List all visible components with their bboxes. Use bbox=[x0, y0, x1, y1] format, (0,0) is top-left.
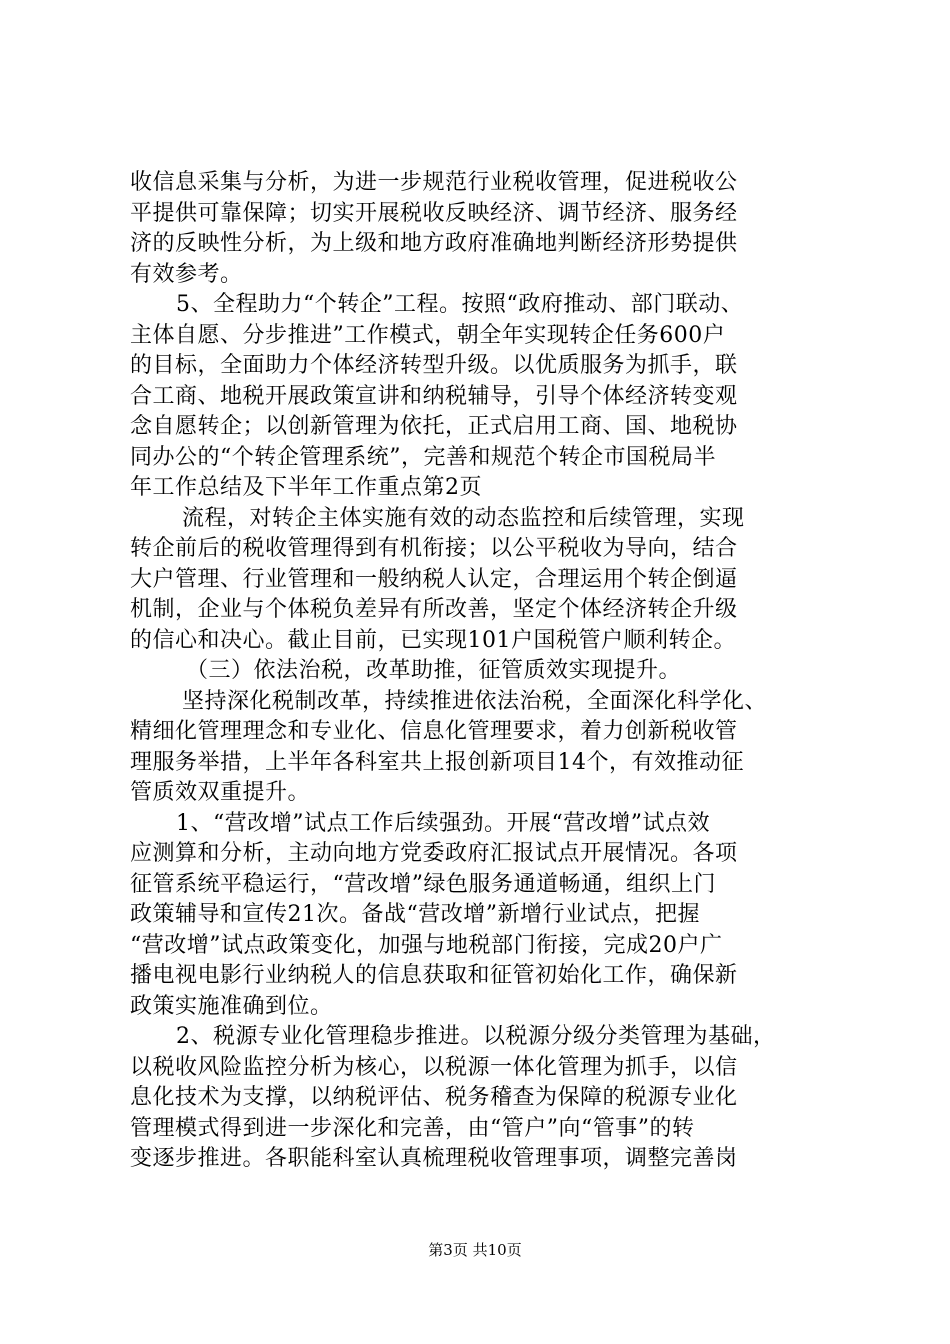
text-line: 机制，企业与个体税负差异有所改善，坚定个体经济转企升级 bbox=[130, 597, 738, 622]
text-line: 理服务举措，上半年各科室共上报创新项目14个，有效推动征 bbox=[130, 749, 744, 775]
text-line: 转企前后的税收管理得到有机衔接；以公平税收为导向，结合 bbox=[130, 536, 738, 561]
text-line: 精细化管理理念和专业化、信息化管理要求，着力创新税收管 bbox=[130, 719, 738, 744]
text-line: 主体自愿、分步推进”工作模式，朝全年实现转企任务600户 bbox=[130, 322, 726, 348]
text-line: 的目标，全面助力个体经济转型升级。以优质服务为抓手，联 bbox=[130, 353, 738, 378]
text-line: 息化技术为支撑，以纳税评估、税务稽查为保障的税源专业化 bbox=[130, 1085, 738, 1110]
text-line: 以税收风险监控分析为核心，以税源一体化管理为抓手，以信 bbox=[130, 1054, 738, 1080]
text-line: 平提供可靠保障；切实开展税收反映经济、调节经济、服务经 bbox=[130, 200, 738, 226]
text-line: 2、税源专业化管理稳步推进。以税源分级分类管理为基础， bbox=[176, 1024, 776, 1049]
text-line: 播电视电影行业纳税人的信息获取和征管初始化工作，确保新 bbox=[130, 963, 738, 988]
page-footer bbox=[0, 1240, 950, 1260]
text-line: 变逐步推进。各职能科室认真梳理税收管理事项，调整完善岗 bbox=[130, 1146, 738, 1171]
text-line: “营改增”试点政策变化，加强与地税部门衔接，完成20户广 bbox=[130, 932, 723, 958]
page-number-label: 第3页 共10页 bbox=[428, 1241, 522, 1259]
section-heading: （三）依法治税，改革助推，征管质效实现提升。 bbox=[186, 658, 682, 683]
text-line: 有效参考。 bbox=[130, 261, 243, 287]
text-line: 收信息采集与分析，为进一步规范行业税收管理，促进税收公 bbox=[130, 170, 738, 195]
text-line: 应测算和分析，主动向地方党委政府汇报试点开展情况。各项 bbox=[130, 841, 738, 866]
text-line: 5、全程助力“个转企”工程。按照“政府推动、部门联动、 bbox=[176, 292, 744, 317]
text-line: 政策实施准确到位。 bbox=[130, 993, 333, 1019]
text-line: 大户管理、行业管理和一般纳税人认定，合理运用个转企倒逼 bbox=[130, 566, 738, 592]
text-line: 管质效双重提升。 bbox=[130, 780, 311, 805]
text-line: 的信心和决心。截止目前，已实现101户国税管户顺利转企。 bbox=[130, 627, 736, 653]
text-line: 政策辅导和宣传21次。备战“营改增”新增行业试点，把握 bbox=[130, 902, 700, 927]
body-text bbox=[130, 168, 850, 1175]
text-line: 1、“营改增”试点工作后续强劲。开展“营改增”试点效 bbox=[176, 810, 710, 836]
text-line: 坚持深化税制改革，持续推进依法治税，全面深化科学化、 bbox=[182, 688, 768, 714]
text-line: 济的反映性分析，为上级和地方政府准确地判断经济形势提供 bbox=[130, 231, 738, 256]
text-line: 征管系统平稳运行，“营改增”绿色服务通道畅通，组织上门 bbox=[130, 871, 716, 897]
text-line: 同办公的“个转企管理系统”，完善和规范个转企市国税局半 bbox=[130, 444, 716, 470]
text-line: 合工商、地税开展政策宣讲和纳税辅导，引导个体经济转变观 bbox=[130, 383, 738, 409]
text-line: 管理模式得到进一步深化和完善，由“管户”向“管事”的转 bbox=[130, 1115, 695, 1141]
text-line: 流程，对转企主体实施有效的动态监控和后续管理，实现 bbox=[182, 505, 745, 531]
text-line: 念自愿转企；以创新管理为依托，正式启用工商、国、地税协 bbox=[130, 414, 738, 439]
text-line: 年工作总结及下半年工作重点第2页 bbox=[130, 475, 482, 500]
